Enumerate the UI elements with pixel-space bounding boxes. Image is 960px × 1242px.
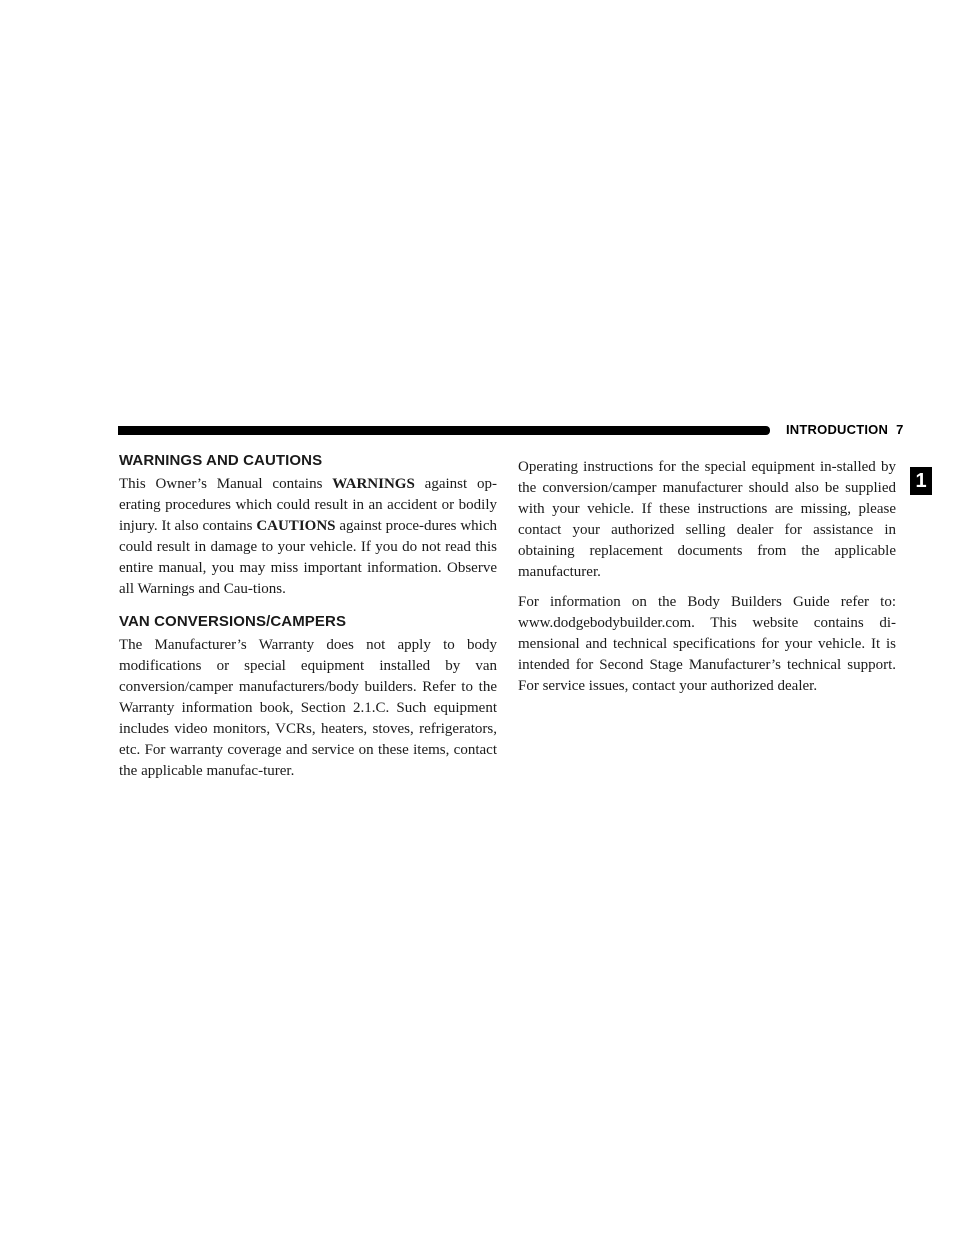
warnings-paragraph xyxy=(119,474,497,600)
chapter-tab: 1 xyxy=(910,467,932,495)
left-column xyxy=(119,452,497,782)
right-column xyxy=(518,457,896,697)
warnings-text-2: against op-erating procedures which could result in an accident or bodily injury. It also contains xyxy=(119,476,498,534)
page-number: 7 xyxy=(896,422,904,437)
operating-instructions-paragraph: Operating instructions for the special equipment in-stalled by the conversion/camper manufacturer should also be supplied with your vehicle. If these instructions are missing, please contact your authorized selling dealer for assistance in obtaining replacement documents from the applicable manufacturer. xyxy=(518,459,896,580)
section-title: INTRODUCTION xyxy=(786,422,889,437)
running-header xyxy=(786,421,906,439)
cautions-term: CAUTIONS xyxy=(256,518,336,534)
header-rule xyxy=(118,426,770,435)
warnings-text-1: This Owner’s Manual contains xyxy=(119,476,333,492)
warnings-term: WARNINGS xyxy=(332,476,415,492)
warnings-heading: WARNINGS AND CAUTIONS xyxy=(119,452,323,469)
van-paragraph: The Manufacturer’s Warranty does not apply to body modifications or special equipment installed by van conversion/camper manufacturers/body builders. Refer to the Warranty information book, Section 2.1.C. Such equipment includes video monitors, VCRs, heaters, stoves, refrigerators, etc. For warranty coverage and service on these items, contact the applicable manufac-turer. xyxy=(119,637,497,779)
body-builders-paragraph: For information on the Body Builders Guide refer to: www.dodgebodybuilder.com. This website contains di-mensional and technical specifications for your vehicle. It is intended for Second Stage Manufacturer’s technical support. For service issues, contact your authorized dealer. xyxy=(518,594,896,694)
warnings-text-3: against proce-dures which could result in damage to your vehicle. If you do not read this entire manual, you may miss important information. Observe all Warnings and Cau-tions. xyxy=(119,518,497,597)
van-heading: VAN CONVERSIONS/CAMPERS xyxy=(119,613,347,630)
